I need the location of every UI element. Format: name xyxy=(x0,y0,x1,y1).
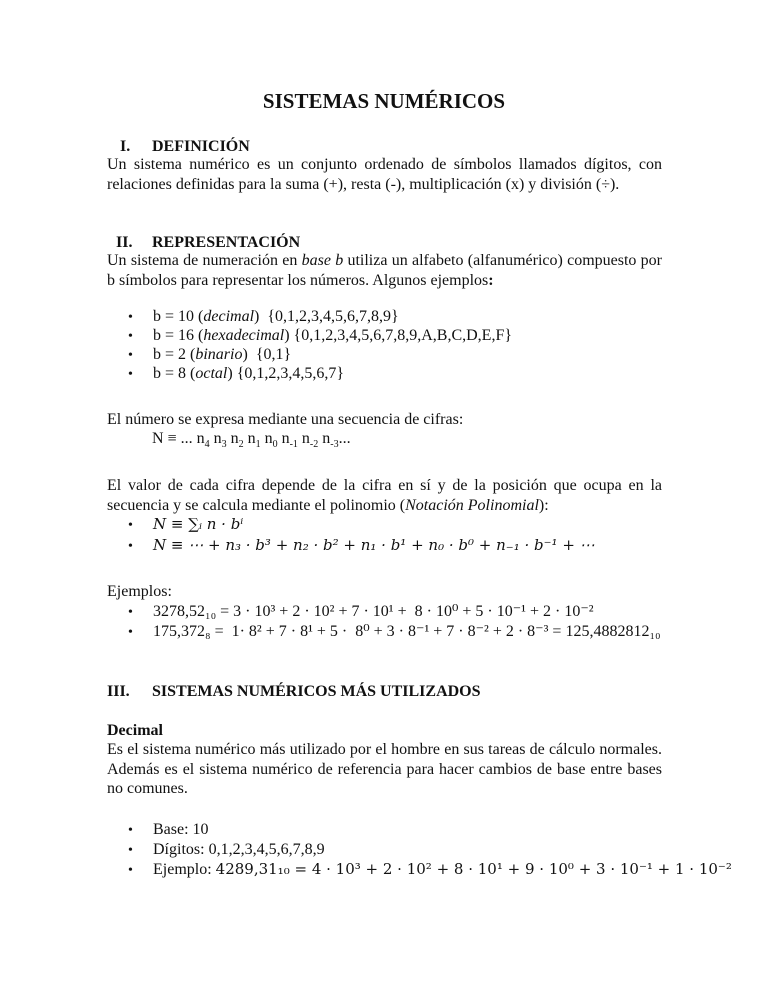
bullet-icon: • xyxy=(128,367,133,382)
example-formula: 3278,52₁₀ = 3 · 10³ + 2 · 10² + 7 · 10¹ + 8 · 10⁰ + 5 · 10⁻¹ + 2 · 10⁻² xyxy=(153,603,594,620)
math-formula: N ≡ ∑ᵢ n · bⁱ xyxy=(153,515,244,533)
text-run: b = 2 ( xyxy=(153,346,196,363)
subscript: 4 xyxy=(204,439,210,451)
subscript: 2 xyxy=(238,439,244,451)
text-run: ) {0,1,2,3,4,5,6,7} xyxy=(227,365,345,382)
definition-paragraph: Un sistema numérico es un conjunto ordenado de símbolos llamados dígitos, con relaciones definidas para la suma (+), resta (-), multiplicación (x) y división (÷). xyxy=(107,156,662,193)
section-number: I. xyxy=(120,138,131,155)
text-run: N ≡ ... xyxy=(152,430,197,447)
text-run: ) {0,1,2,3,4,5,6,7,8,9,A,B,C,D,E,F} xyxy=(284,327,513,344)
decimal-paragraph: Es el sistema numérico más utilizado por el hombre en sus tareas de cálculo normales. Además es el sistema numérico de referencia para hacer cambios de base entre bases no comunes. xyxy=(107,741,662,797)
decimal-item-ejemplo xyxy=(128,860,732,880)
text-run: El valor de cada cifra depende de la cifra en sí y de la posición que ocupa en la secuencia y se calcula mediante el polinomio ( xyxy=(107,477,662,514)
subscript: -3 xyxy=(330,439,339,451)
section-number: III. xyxy=(107,683,130,700)
italic-term: Notación Polinomial xyxy=(405,496,539,514)
digit-term: n xyxy=(301,430,310,447)
item-label: Dígitos: xyxy=(153,841,209,858)
decimal-item-digitos xyxy=(128,840,325,860)
section-heading-sistemas-mas-utilizados xyxy=(107,682,481,701)
sequence-intro: El número se expresa mediante una secuencia de cifras: xyxy=(107,411,464,428)
subscript: 0 xyxy=(272,439,278,451)
digit-term: n xyxy=(230,430,239,447)
text-run: b = 16 ( xyxy=(153,327,204,344)
subscript: 1 xyxy=(255,439,261,451)
digit-term: n xyxy=(247,430,256,447)
subsection-title-decimal: Decimal xyxy=(107,722,163,739)
text-run: Un sistema de numeración en xyxy=(107,252,302,269)
subscript: -1 xyxy=(289,439,298,451)
digit-sequence xyxy=(152,429,351,451)
formula-expanded xyxy=(128,536,595,556)
section-number: II. xyxy=(116,234,133,251)
bullet-icon: • xyxy=(128,843,133,858)
example-formula: 175,372₈ = 1· 8² + 7 · 8¹ + 5 · 8⁰ + 3 · 8⁻¹ + 7 · 8⁻² + 2 · 8⁻³ = 125,4882812₁₀ xyxy=(153,623,661,640)
list-item-base-decimal xyxy=(128,307,399,327)
formula-sum xyxy=(128,515,243,535)
text-run: ... xyxy=(338,430,351,447)
bullet-icon: • xyxy=(128,518,133,533)
item-label: Base: xyxy=(153,821,193,838)
section-title: DEFINICIÓN xyxy=(152,138,250,155)
base-name: hexadecimal xyxy=(203,327,285,344)
base-name: decimal xyxy=(203,308,255,325)
bullet-icon: • xyxy=(128,539,133,554)
list-item-base-octal xyxy=(128,364,344,384)
list-item-base-hexadecimal xyxy=(128,326,512,346)
text-run: utiliza un alfabeto (alfanumérico) compuesto por b símbolos para representar los números. Algunos ejemplos xyxy=(107,252,663,289)
digit-term: n xyxy=(322,430,331,447)
example-octal xyxy=(128,622,661,642)
text-run: ) {0,1} xyxy=(242,346,292,363)
item-value: 0,1,2,3,4,5,6,7,8,9 xyxy=(208,841,325,858)
polynomial-paragraph xyxy=(107,476,662,515)
base-name: binario xyxy=(195,346,243,363)
base-name: octal xyxy=(195,365,228,382)
section-heading-definicion xyxy=(120,137,250,156)
subscript: -2 xyxy=(309,439,319,451)
bullet-icon: • xyxy=(128,329,133,344)
text-run: ) {0,1,2,3,4,5,6,7,8,9} xyxy=(254,308,399,325)
section-title: SISTEMAS NUMÉRICOS MÁS UTILIZADOS xyxy=(152,683,481,700)
math-formula: N ≡ ⋯ + n₃ · b³ + n₂ · b² + n₁ · b¹ + n₀ · b⁰ + n₋₁ · b⁻¹ + ⋯ xyxy=(153,536,595,554)
bullet-icon: • xyxy=(128,348,133,363)
examples-label: Ejemplos: xyxy=(107,583,172,600)
bullet-icon: • xyxy=(128,310,133,325)
page-title: SISTEMAS NUMÉRICOS xyxy=(262,89,506,113)
section-title: REPRESENTACIÓN xyxy=(152,234,301,251)
representation-paragraph xyxy=(107,251,662,290)
subscript: 3 xyxy=(221,439,227,451)
item-label: Ejemplo: xyxy=(153,861,216,878)
digit-term: n xyxy=(213,430,222,447)
list-item-base-binario xyxy=(128,345,291,365)
item-value: 4289,31₁₀ = 4 · 10³ + 2 · 10² + 8 · 10¹ + 9 · 10⁰ + 3 · 10⁻¹ + 1 · 10⁻² xyxy=(215,860,732,878)
italic-term: base b xyxy=(301,252,344,269)
bullet-icon: • xyxy=(128,823,133,838)
text-run: : xyxy=(488,271,494,289)
text-run: b = 8 ( xyxy=(153,365,196,382)
example-decimal xyxy=(128,602,594,622)
text-run: ): xyxy=(538,496,549,514)
text-run: b = 10 ( xyxy=(153,308,204,325)
digit-term: n xyxy=(281,430,290,447)
decimal-item-base xyxy=(128,820,209,840)
bullet-icon: • xyxy=(128,863,133,878)
item-value: 10 xyxy=(192,821,209,838)
digit-term: n xyxy=(264,430,273,447)
digit-term: n xyxy=(196,430,205,447)
bullet-icon: • xyxy=(128,605,133,620)
section-heading-representacion xyxy=(116,233,300,252)
bullet-icon: • xyxy=(128,625,133,640)
